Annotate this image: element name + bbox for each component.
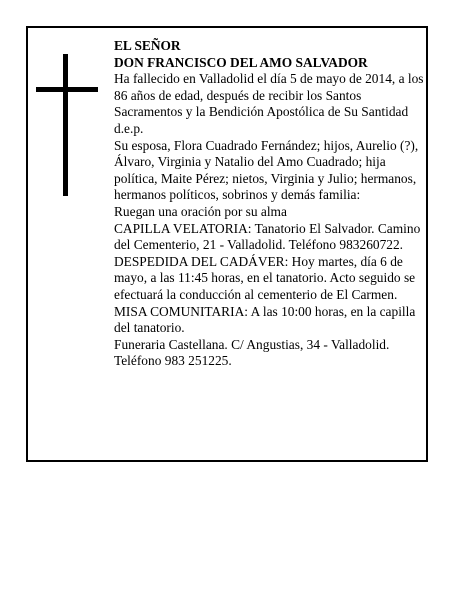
dep-text: d.e.p. <box>114 120 144 136</box>
death-info: Ha fallecido en Valladolid el día 5 de mayo de 2014, a los 86 años de edad, después de recibir los Santos Sacramentos y la Bendición Apostólica de Su Santidad <box>114 71 424 120</box>
latin-cross-icon <box>36 54 98 196</box>
cross-vertical-bar <box>63 54 68 196</box>
funeral-home-info: Funeraria Castellana. C/ Angustias, 34 - Valladolid. Teléfono 983 251225. <box>114 336 390 369</box>
prayer-request: Ruegan una oración por su alma <box>114 203 287 219</box>
farewell-info: DESPEDIDA DEL CADÁVER: Hoy martes, día 6 de mayo, a las 11:45 horas, en el tanatorio. Acto seguido se efectuará la conducción al cementerio de El Carmen. <box>114 253 416 302</box>
notice-body <box>114 38 426 370</box>
deceased-name: DON FRANCISCO DEL AMO SALVADOR <box>114 54 368 70</box>
cross-horizontal-bar <box>36 87 98 92</box>
chapel-info: CAPILLA VELATORIA: Tanatorio El Salvador. Camino del Cementerio, 21 - Valladolid. Teléfono 983260722. <box>114 220 421 253</box>
family-text: Su esposa, Flora Cuadrado Fernández; hijos, Aurelio (?), Álvaro, Virginia y Natalio del Amo Cuadrado; hija política, Maite Pérez; nietos, Virginia y Julio; hermanos, hermanos políticos, sobrinos y demás familia: <box>114 137 419 203</box>
mass-info: MISA COMUNITARIA: A las 10:00 horas, en la capilla del tanatorio. <box>114 303 416 336</box>
notice-title-honorific: EL SEÑOR <box>114 38 181 53</box>
